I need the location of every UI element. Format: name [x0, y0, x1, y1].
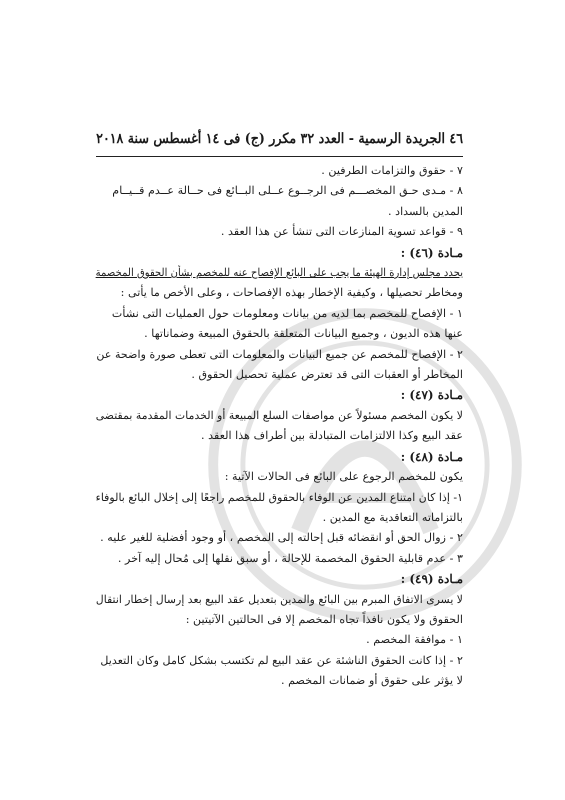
body-line: لا يؤثر على حقوق أو ضمانات المخصم .	[280, 674, 463, 688]
body-line: ١ - الإفصاح للمخصم بما لديه من بيانات ومعلومات حول العمليات التى نشأت	[111, 306, 463, 320]
body-line: عقد البيع وكذا الالتزامات المتبادلة بين أطراف هذا العقد .	[201, 429, 463, 443]
body-line: عنها هذه الديون ، وجميع البيانات المتعلقة بالحقوق المبيعة وضماناتها .	[144, 327, 463, 341]
body-line: المخاطر أو العقبات التى قد تعترض عملية تحصيل الحقوق .	[191, 368, 463, 382]
document-body	[96, 161, 463, 692]
body-line: ومخاطر تحصيلها ، وكيفية الإخطار بهذه الإفصاحات ، وعلى الأخص ما يأتى :	[120, 286, 463, 300]
body-line: ٩ - قواعد تسوية المنازعات التى تنشأ عن هذا العقد .	[220, 225, 463, 239]
page-header: ٤٦ الجريدة الرسمية - العدد ٣٢ مكرر (ج) فى ١٤ أغسطس سنة ٢٠١٨	[96, 131, 463, 147]
article-heading: مـادة (٤٧) :	[400, 388, 463, 403]
body-line: ٢ - الإفصاح للمخصم عن جميع البيانات والمعلومات التى تعطى صورة واضحة عن	[96, 347, 463, 361]
body-line: بالتزاماته التعاقدية مع المدين .	[322, 510, 463, 524]
article-heading: مـادة (٤٨) :	[400, 449, 463, 464]
article-heading: مـادة (٤٦) :	[400, 245, 463, 260]
body-line: الحقوق ولا يكون نافذاً تجاه المخصم إلا فى الحالتين الآتيتين :	[185, 612, 463, 626]
body-line: يحدد مجلس إدارة الهيئة ما يجب على البائع الإفصاح عنه للمخصم بشأن الحقوق المخصمة	[95, 266, 463, 280]
body-line: ١ - موافقة المخصم .	[366, 633, 463, 647]
body-line: ٨ - مـدى حـق المخصـــم فى الرجــوع عــلى البــائع فى حــالة عــدم قــيــام	[112, 184, 463, 198]
body-line: ١- إذا كان امتناع المدين عن الوفاء بالحقوق للمخصم راجعًا إلى إخلال البائع بالوفاء	[95, 490, 463, 504]
body-line: المدين بالسداد .	[387, 204, 463, 218]
body-line: ٧ - حقوق والتزامات الطرفين .	[321, 164, 463, 177]
body-line: ٢ - زوال الحق أو انقضائه قبل إحالته إلى المخصم ، أو وجود أفضلية للغير عليه .	[100, 531, 463, 545]
article-heading: مـادة (٤٩) :	[400, 572, 463, 587]
header-divider	[96, 156, 463, 157]
body-line: ٢ - إذا كانت الحقوق الناشئة عن عقد البيع لم تكتسب بشكل كامل وكان التعديل	[100, 653, 463, 667]
body-line: لا يكون المخصم مسئولاً عن مواصفات السلع المبيعة أو الخدمات المقدمة بمقتضى	[95, 408, 464, 422]
body-line: ٣ - عدم قابلية الحقوق المخصمة للإحالة ، أو سبق نقلها إلى مُحال إليه آخر .	[117, 551, 463, 565]
body-line: يكون للمخصم الرجوع على البائع فى الحالات الآتية :	[224, 470, 463, 484]
body-line: لا يسرى الاتفاق المبرم بين البائع والمدين بتعديل عقد البيع بعد إرسال إخطار انتقال	[95, 592, 463, 606]
